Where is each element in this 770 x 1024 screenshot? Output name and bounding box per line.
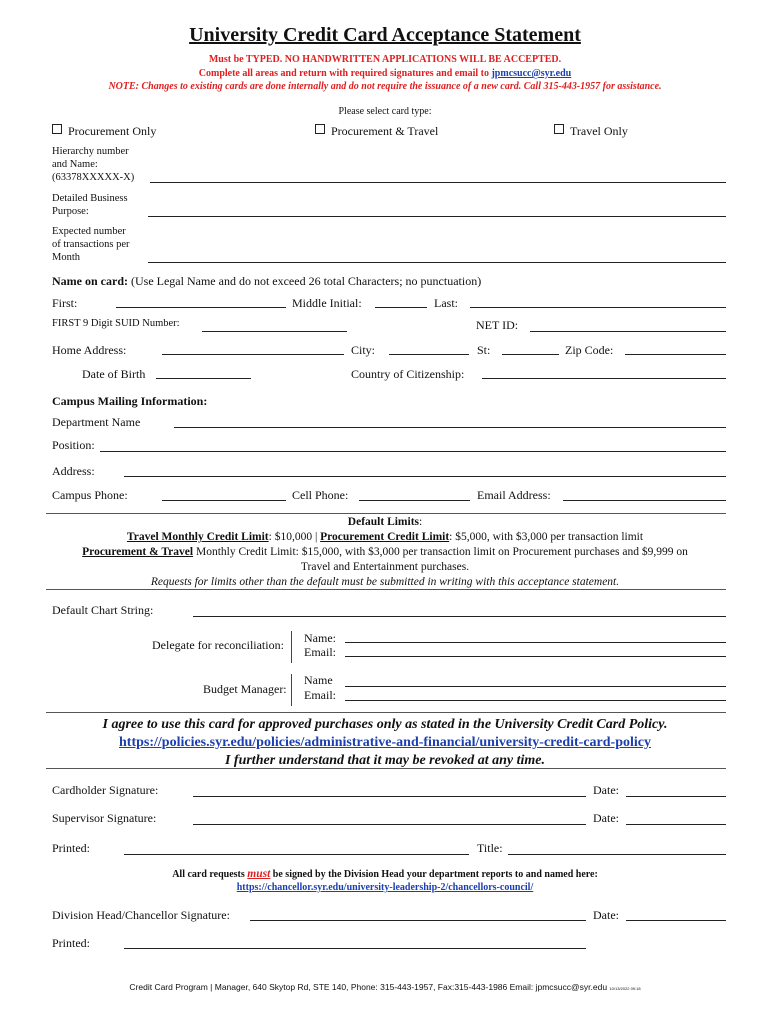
division-signature-field[interactable] bbox=[250, 920, 586, 921]
suid-field[interactable] bbox=[202, 331, 347, 332]
divider bbox=[291, 674, 293, 706]
supervisor-title-label: Title: bbox=[477, 841, 503, 855]
purpose-label: Detailed Business Purpose: bbox=[52, 193, 128, 217]
supervisor-title-field[interactable] bbox=[508, 854, 726, 855]
footer: Credit Card Program | Manager, 640 Skytop Rd, STE 140, Phone: 315-443-1957, Fax:315-443-1986 Email: jpmcsucc@syr.edu 10/13/2022 09:18 bbox=[129, 982, 641, 992]
email-address-field[interactable] bbox=[563, 500, 726, 501]
home-address-field[interactable] bbox=[162, 354, 344, 355]
division-date-field[interactable] bbox=[626, 920, 726, 921]
first-name-field[interactable] bbox=[116, 307, 286, 308]
last-name-label: Last: bbox=[434, 296, 458, 310]
campus-heading: Campus Mailing Information: bbox=[52, 394, 208, 408]
cardholder-date-label: Date: bbox=[593, 783, 619, 797]
zip-field[interactable] bbox=[625, 354, 726, 355]
division-printed-field[interactable] bbox=[124, 948, 586, 949]
cardholder-signature-field[interactable] bbox=[193, 796, 586, 797]
cell-phone-field[interactable] bbox=[359, 500, 470, 501]
checkbox-icon[interactable] bbox=[554, 124, 564, 134]
divider bbox=[46, 768, 726, 769]
name-on-card-heading: Name on card: (Use Legal Name and do not exceed 26 total Characters; no punctuation) bbox=[52, 274, 482, 288]
email-address-label: Email Address: bbox=[477, 488, 551, 502]
card-type-procurement-travel[interactable]: Procurement & Travel bbox=[315, 124, 438, 139]
state-field[interactable] bbox=[502, 354, 559, 355]
middle-initial-field[interactable] bbox=[375, 307, 427, 308]
suid-label: FIRST 9 Digit SUID Number: bbox=[52, 318, 180, 329]
department-label: Department Name bbox=[52, 415, 141, 429]
supervisor-signature-field[interactable] bbox=[193, 824, 586, 825]
changes-note: NOTE: Changes to existing cards are done internally and do not require the issuance of a new card. Call 315-443-1957 for assistance. bbox=[108, 81, 662, 92]
position-label: Position: bbox=[52, 438, 95, 452]
cardholder-date-field[interactable] bbox=[626, 796, 726, 797]
chancellors-council-link[interactable]: https://chancellor.syr.edu/university-leadership-2/chancellors-council/ bbox=[236, 882, 534, 893]
budget-email-field[interactable] bbox=[345, 700, 726, 701]
campus-phone-label: Campus Phone: bbox=[52, 488, 128, 502]
delegate-label: Delegate for reconciliation: bbox=[152, 638, 284, 652]
delegate-email-field[interactable] bbox=[345, 656, 726, 657]
divider bbox=[46, 513, 726, 514]
chart-string-label: Default Chart String: bbox=[52, 603, 154, 617]
supervisor-printed-field[interactable] bbox=[124, 854, 469, 855]
dob-field[interactable] bbox=[156, 378, 251, 379]
netid-field[interactable] bbox=[530, 331, 726, 332]
card-type-procurement-only[interactable]: Procurement Only bbox=[52, 124, 156, 139]
dob-label: Date of Birth bbox=[82, 367, 146, 381]
hierarchy-field[interactable] bbox=[150, 182, 726, 183]
agreement-block: I agree to use this card for approved purchases only as stated in the University Credit Card Policy. https://policies.syr.edu/policies/administrative-and-financial/university-credit-card-policy I further understand that it may be revoked at any time. bbox=[0, 716, 770, 770]
checkbox-icon[interactable] bbox=[52, 124, 62, 134]
middle-initial-label: Middle Initial: bbox=[292, 296, 362, 310]
budget-name-field[interactable] bbox=[345, 686, 726, 687]
zip-label: Zip Code: bbox=[565, 343, 614, 357]
budget-email-label: Email: bbox=[304, 688, 336, 702]
position-field[interactable] bbox=[100, 451, 726, 452]
hierarchy-label: Hierarchy number and Name: (63378XXXXX-X) bbox=[52, 146, 135, 183]
division-date-label: Date: bbox=[593, 908, 619, 922]
supervisor-printed-label: Printed: bbox=[52, 841, 90, 855]
first-name-label: First: bbox=[52, 296, 78, 310]
city-field[interactable] bbox=[389, 354, 469, 355]
last-name-field[interactable] bbox=[470, 307, 726, 308]
divider bbox=[291, 631, 293, 663]
home-address-label: Home Address: bbox=[52, 343, 127, 357]
card-type-prompt: Please select card type: bbox=[338, 106, 432, 117]
divider bbox=[46, 589, 726, 590]
supervisor-date-label: Date: bbox=[593, 811, 619, 825]
transactions-label: Expected number of transactions per Month bbox=[52, 226, 130, 263]
submission-email-link[interactable]: jpmcsucc@syr.edu bbox=[491, 68, 572, 79]
division-printed-label: Printed: bbox=[52, 936, 90, 950]
purpose-field[interactable] bbox=[148, 216, 726, 217]
address-label: Address: bbox=[52, 464, 95, 478]
supervisor-date-field[interactable] bbox=[626, 824, 726, 825]
budget-name-label: Name bbox=[304, 673, 333, 687]
typed-notice: Must be TYPED. NO HANDWRITTEN APPLICATIONS WILL BE ACCEPTED. bbox=[208, 54, 562, 65]
complete-notice: Complete all areas and return with required signatures and email to jpmcsucc@syr.edu bbox=[198, 68, 572, 79]
cardholder-signature-label: Cardholder Signature: bbox=[52, 783, 159, 797]
address-field[interactable] bbox=[124, 476, 726, 477]
policy-link[interactable]: https://policies.syr.edu/policies/administrative-and-financial/university-credit-card-policy bbox=[119, 735, 651, 750]
netid-label: NET ID: bbox=[476, 318, 519, 332]
country-label: Country of Citizenship: bbox=[351, 367, 465, 381]
version-stamp: 10/13/2022 09:18 bbox=[609, 986, 641, 991]
default-limits-block: Default Limits: Travel Monthly Credit Limit: $10,000 | Procurement Credit Limit: $5,000, with $3,000 per transaction limit Procurement & Travel Monthly Credit Limit: $15,000, with $3,000 per transaction limit on Procurement purchases and $9,999 on Travel and Entertainment purchases. Requests for limits other than the default must be submitted in writing with this acceptance statement. bbox=[82, 516, 688, 588]
divider bbox=[46, 712, 726, 713]
campus-phone-field[interactable] bbox=[162, 500, 286, 501]
department-field[interactable] bbox=[174, 427, 726, 428]
state-label: St: bbox=[477, 343, 491, 357]
delegate-name-label: Name: bbox=[304, 631, 336, 645]
checkbox-icon[interactable] bbox=[315, 124, 325, 134]
budget-manager-label: Budget Manager: bbox=[203, 682, 287, 696]
supervisor-signature-label: Supervisor Signature: bbox=[52, 811, 157, 825]
delegate-name-field[interactable] bbox=[345, 642, 726, 643]
delegate-email-label: Email: bbox=[304, 645, 336, 659]
page-title: University Credit Card Acceptance Statement bbox=[189, 24, 581, 46]
chart-string-field[interactable] bbox=[193, 616, 726, 617]
division-notice: All card requests must be signed by the Division Head your department reports to and named here: bbox=[172, 868, 598, 880]
card-type-travel-only[interactable]: Travel Only bbox=[554, 124, 628, 139]
cell-phone-label: Cell Phone: bbox=[292, 488, 349, 502]
division-signature-label: Division Head/Chancellor Signature: bbox=[52, 908, 230, 922]
transactions-field[interactable] bbox=[148, 262, 726, 263]
country-field[interactable] bbox=[482, 378, 726, 379]
city-label: City: bbox=[351, 343, 376, 357]
